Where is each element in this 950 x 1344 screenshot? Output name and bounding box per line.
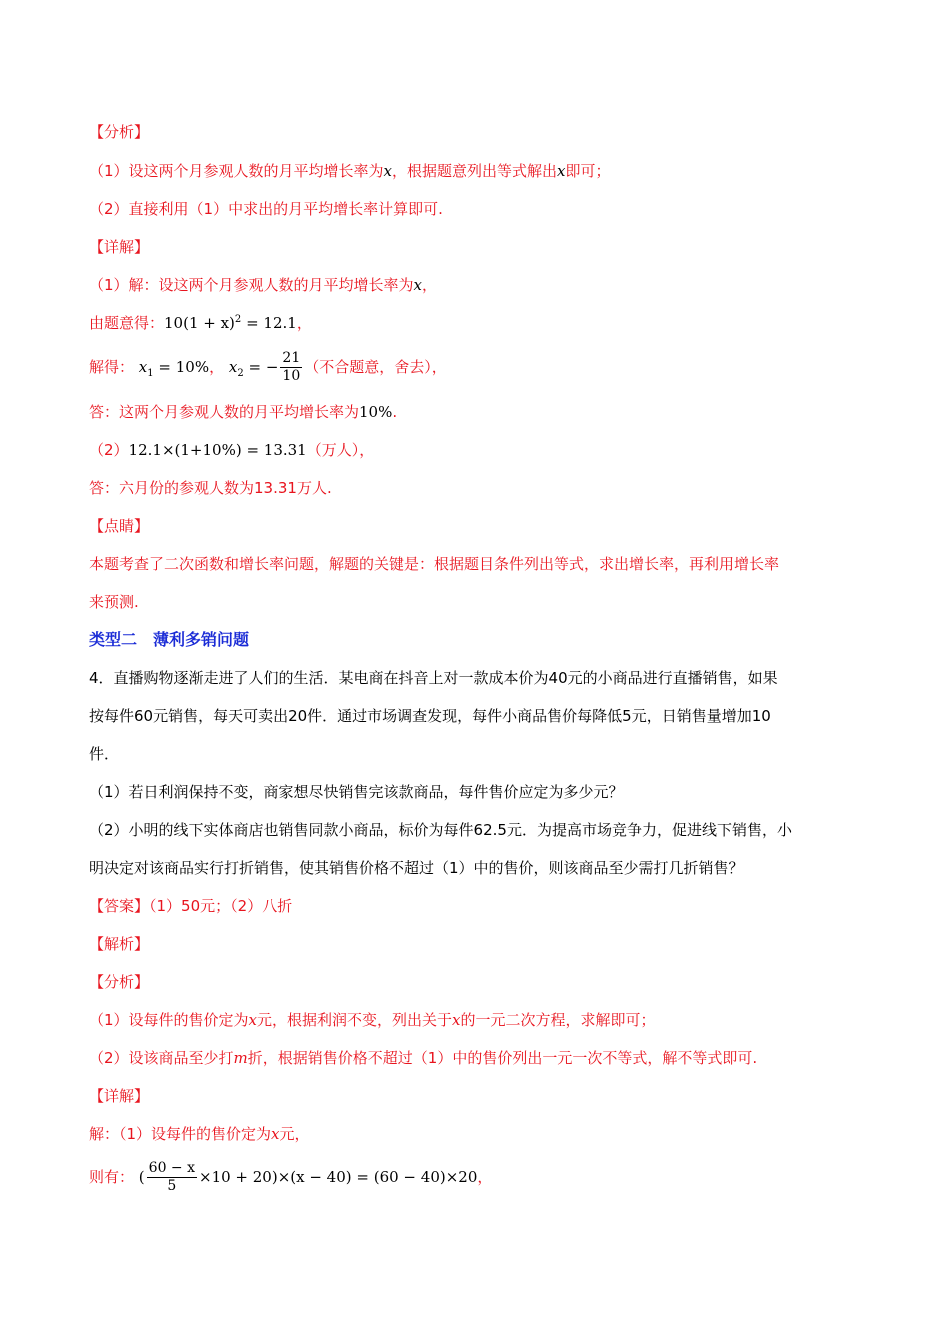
detail-label-1: 【详解】 bbox=[89, 238, 150, 256]
analysis-2-line-2: （2）设该商品至少打m折，根据销售价格不超过（1）中的售价列出一元一次不等式，解不等式即可. bbox=[89, 1049, 758, 1067]
question-4-part-1: （1）若日利润保持不变，商家想尽快销售完该款商品，每件售价应定为多少元？ bbox=[89, 783, 624, 801]
fraction-21-10: $\frac{21}{10}$ bbox=[282, 350, 301, 384]
detail-step-3: 解得： $x_1 = 10\%$， $x_2$ = − $\frac{21}{10}$ （不合题意，舍去）， bbox=[89, 350, 447, 384]
section-title: 类型二 薄利多销问题 bbox=[89, 630, 250, 649]
fraction-60-x-over-5: $\frac{60 - x}{5}$ bbox=[148, 1160, 195, 1194]
analysis-line-2: （2）直接利用（1）中求出的月平均增长率计算即可. bbox=[89, 200, 443, 218]
analysis-2-line-1: （1）设每件的售价定为x元，根据利润不变，列出关于x的一元二次方程，求解即可； bbox=[89, 1011, 656, 1029]
question-4-part-2b: 明决定对该商品实行打折销售，使其销售价格不超过（1）中的售价，则该商品至少需打几折销售？ bbox=[89, 859, 744, 877]
analysis-label-1: 【分析】 bbox=[89, 123, 150, 141]
detail-step-5: （2）12.1×(1+10%) = 13.31（万人）， bbox=[89, 441, 375, 459]
analysis-line-1: （1）设这两个月参观人数的月平均增长率为x，根据题意列出等式解出x即可； bbox=[89, 162, 611, 180]
solution-step-2: 则有： ( $\frac{60 - x}{5}$ ×10 + 20)×(x − 40) = (60 − 40)×20， bbox=[89, 1160, 493, 1194]
detail-step-6: 答：六月份的参观人数为13.31万人. bbox=[89, 479, 332, 497]
detail-step-1: （1）解：设这两个月参观人数的月平均增长率为x， bbox=[89, 276, 438, 294]
solution-label: 【解析】 bbox=[89, 935, 150, 953]
detail-step-4: 答：这两个月参观人数的月平均增长率为10%. bbox=[89, 403, 398, 421]
question-4-line-3: 件． bbox=[89, 745, 120, 763]
comment-line-1: 本题考查了二次函数和增长率问题，解题的关键是：根据题目条件列出等式，求出增长率，再利用增长率 bbox=[89, 555, 780, 573]
detail-step-2: 由题意得：$10(1 + x)^2 = 12.1$， bbox=[89, 314, 312, 332]
answer-line: 【答案】（1）50元；（2）八折 bbox=[89, 897, 293, 915]
question-4-line-1: 4．直播购物逐渐走进了人们的生活．某电商在抖音上对一款成本价为40元的小商品进行直播销售，如果 bbox=[89, 669, 778, 687]
comment-label: 【点睛】 bbox=[89, 517, 150, 535]
analysis-label-2: 【分析】 bbox=[89, 973, 150, 991]
detail-label-2: 【详解】 bbox=[89, 1087, 150, 1105]
solution-step-1: 解：（1）设每件的售价定为x元， bbox=[89, 1125, 310, 1143]
question-4-line-2: 按每件60元销售，每天可卖出20件．通过市场调查发现，每件小商品售价每降低5元，日销售量增加10 bbox=[89, 707, 771, 725]
question-4-part-2a: （2）小明的线下实体商店也销售同款小商品，标价为每件62.5元．为提高市场竞争力，促进线下销售，小 bbox=[89, 821, 792, 839]
comment-line-2: 来预测. bbox=[89, 593, 139, 611]
